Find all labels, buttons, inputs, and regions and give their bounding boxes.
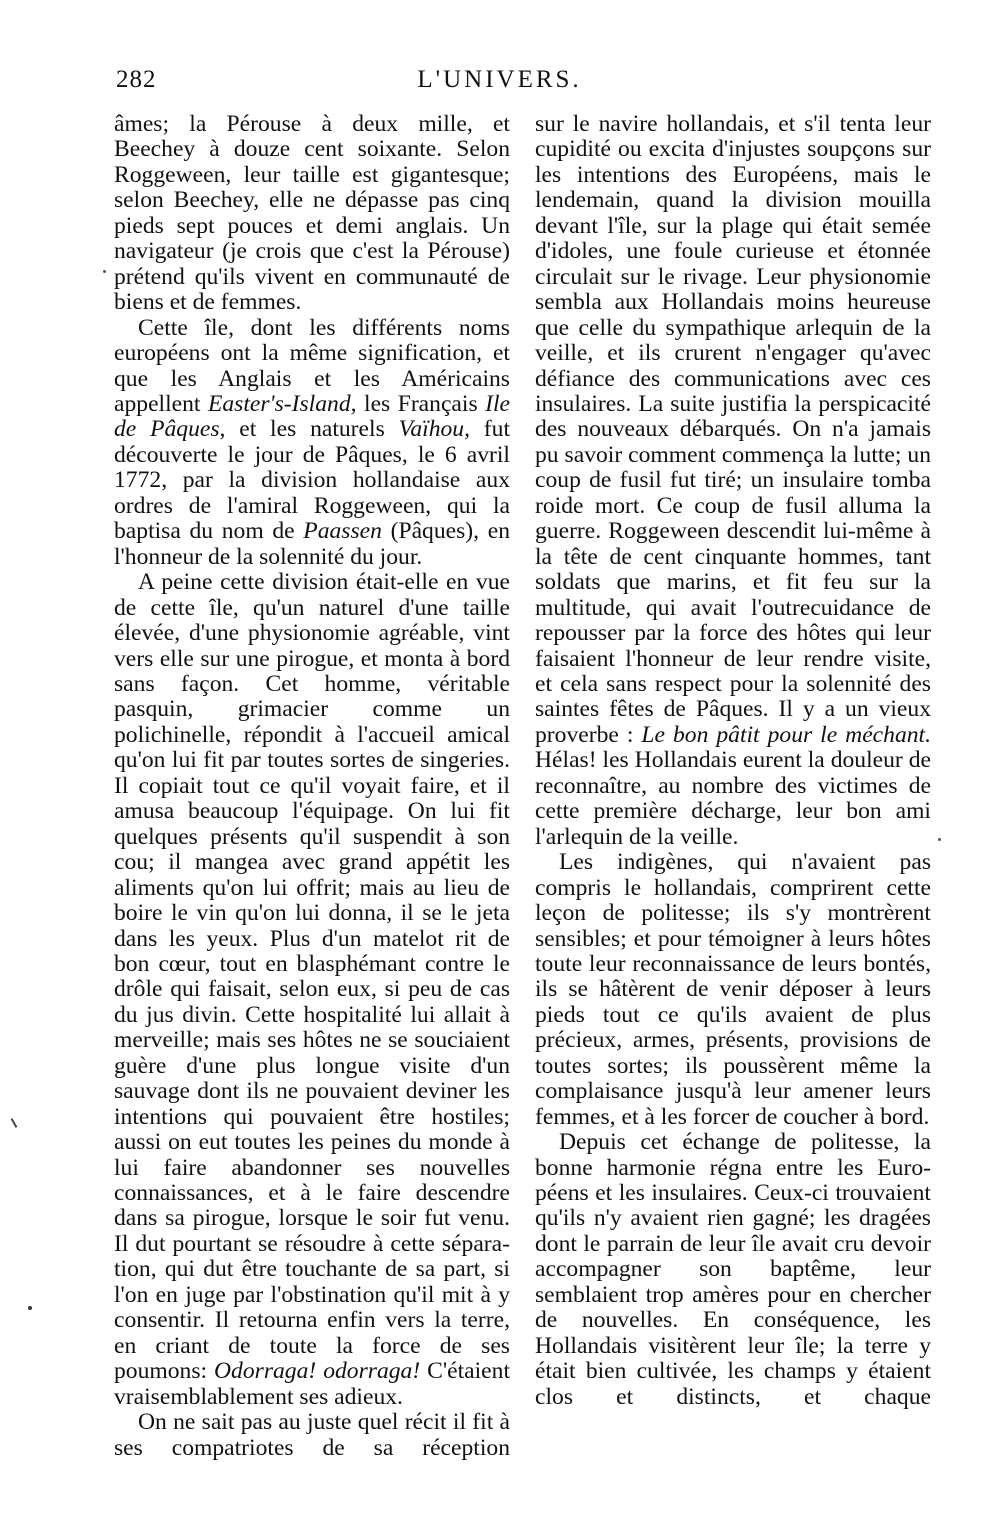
paassen-term: Paassen: [303, 518, 382, 545]
scan-mark: [11, 1118, 18, 1128]
odorraga-cry: Odorraga! odorraga!: [214, 1358, 421, 1385]
left-paragraph-4: On ne sait pas au juste quel récit il fit à ses compatriotes de sa réception: [114, 1409, 510, 1461]
ile-de-paques-term: Ile de Pâques: [114, 390, 510, 443]
right-paragraph-1: sur le navire hollandais, et s'il tenta leur cupidité ou excita d'injustes soupçons sur les intentions des Européens, mais le lendemain, quand la division mouilla devant l'île, sur la plage qui était semée d'idoles, une foule curieuse et étonnée circulait sur le rivage. Leur physionomie sembla aux Hollandais moins heureuse que celle du sympathique arlequin de la veille, et ils crurent n'engager qu'avec défiance des communications avec ces insulaires. La suite justifia la perspicacité des nouveaux débarqués. On n'a jamais pu savoir comment commença la lutte; un coup de fusil fut tiré; un insulaire tomba roide mort. Ce coup de fusil alluma la guerre. Roggeween descendit lui-même à la tête de cent cinquante hommes, tant soldats que marins, et fit feu sur la multitude, qui avait l'outrecuidance de repousser par la force des hôtes qui leur faisaient l'honneur de leur rendre visite, et cela sans respect pour la solennité des saintes fêtes de Pâques. Il y a un vieux proverbe : Le bon pâtit pour le méchant. Hélas! les Hollandais eurent la douleur de reconnaître, au nombre des victimes de cette première décharge, leur bon ami l'arlequin de la veille.: [535, 111, 931, 850]
running-header: [0, 66, 999, 100]
vaihou-term: Vaïhou,: [398, 416, 470, 443]
left-column: [114, 112, 510, 1461]
left-paragraph-1: âmes; la Pérouse à deux mille, et Beechey à douze cent soixante. Selon Roggeween, leur taille est gigantesque; selon Beechey, elle ne dépasse pas cinq pieds sept pouces et demi anglais. Un navigateur (je crois que c'est la Pérouse) prétend qu'ils vivent en communauté de biens et de femmes.: [114, 111, 510, 316]
left-paragraph-3: A peine cette division était-elle en vue de cette île, qu'un naturel d'une taille élevée, d'une physionomie agréable, vint vers elle sur une pirogue, et monta à bord sans façon. Cet homme, véritable pasquin, grimacier comme un polichinelle, répondit à l'accueil amical qu'on lui fit par toutes sortes de singeries. Il copiait tout ce qu'il voyait faire, et il amusa beaucoup l'équipage. On lui fit quelques présents qu'il suspendit à son cou; il mangea avec grand appétit les aliments qu'on lui offrit; mais au lieu de boire le vin qu'on lui donna, il se le jeta dans les yeux. Plus d'un matelot rit de bon cœur, tout en blasphémant contre le drôle qui faisait, selon eux, si peu de cas du jus divin. Cette hospitalité lui allait à merveille; mais ses hôtes ne se souciaient guère d'une plus longue visite d'un sauvage dont ils ne pouvaient deviner les intentions qui pouvaient être hostiles; aussi on eut toutes les peines du monde à lui faire abandonner ses nouvelles connaissances, et à le faire descendre dans sa pirogue, lorsque le soir fut venu. Il dut pourtant se résoudre à cette séparation, qui dut être touchante de sa part, si l'on en juge par l'obstination qu'il mit à y consentir. Il retourna enfin vers la terre, en criant de toute la force de ses poumons: Odorraga! odorraga! C'étaient vraisemblablement ses adieux.: [114, 569, 510, 1410]
right-paragraph-2: Les indigènes, qui n'avaient pas compris le hollandais, comprirent cette leçon de politesse; ils s'y montrèrent sensibles; et pour témoigner à leurs hôtes toute leur reconnaissance de leurs bontés, ils se hâtèrent de venir déposer à leurs pieds tout ce qu'ils avaient de plus précieux, armes, présents, provisions de toutes sortes; ils poussèrent même la complaisance jusqu'à leur amener leurs femmes, et à les forcer de coucher à bord.: [535, 849, 931, 1130]
scan-speck: [938, 838, 941, 841]
scan-speck: [103, 270, 106, 273]
page-number: 282: [116, 66, 157, 93]
right-paragraph-3: Depuis cet échange de politesse, la bonne harmonie régna entre les Européens et les insulaires. Ceux-ci trouvaient qu'ils n'y avaient rien gagné; les dragées dont le parrain de leur île avait cru devoir accompagner son baptême, leur semblaient trop amères pour en chercher de nouvelles. En conséquence, les Hollandais visitèrent leur île; la terre y était bien cultivée, les champs y étaient clos et distincts, et chaque: [535, 1129, 931, 1410]
running-title: L'UNIVERS.: [417, 66, 582, 93]
right-column: [535, 112, 931, 1410]
proverb-quote: Le bon pâtit pour le méchant.: [641, 721, 931, 748]
scan-speck: [28, 1306, 32, 1310]
easter-island-term: Easter's-Island,: [207, 390, 357, 417]
left-paragraph-2: Cette île, dont les différents noms européens ont la même signification, et que les Anglais et les Américains appellent Easter's-Island, les Français Ile de Pâques, et les naturels Vaïhou, fut découverte le jour de Pâques, le 6 avril 1772, par la division hollandaise aux ordres de l'amiral Roggeween, qui la baptisa du nom de Paassen (Pâques), en l'honneur de la solennité du jour.: [114, 314, 511, 570]
